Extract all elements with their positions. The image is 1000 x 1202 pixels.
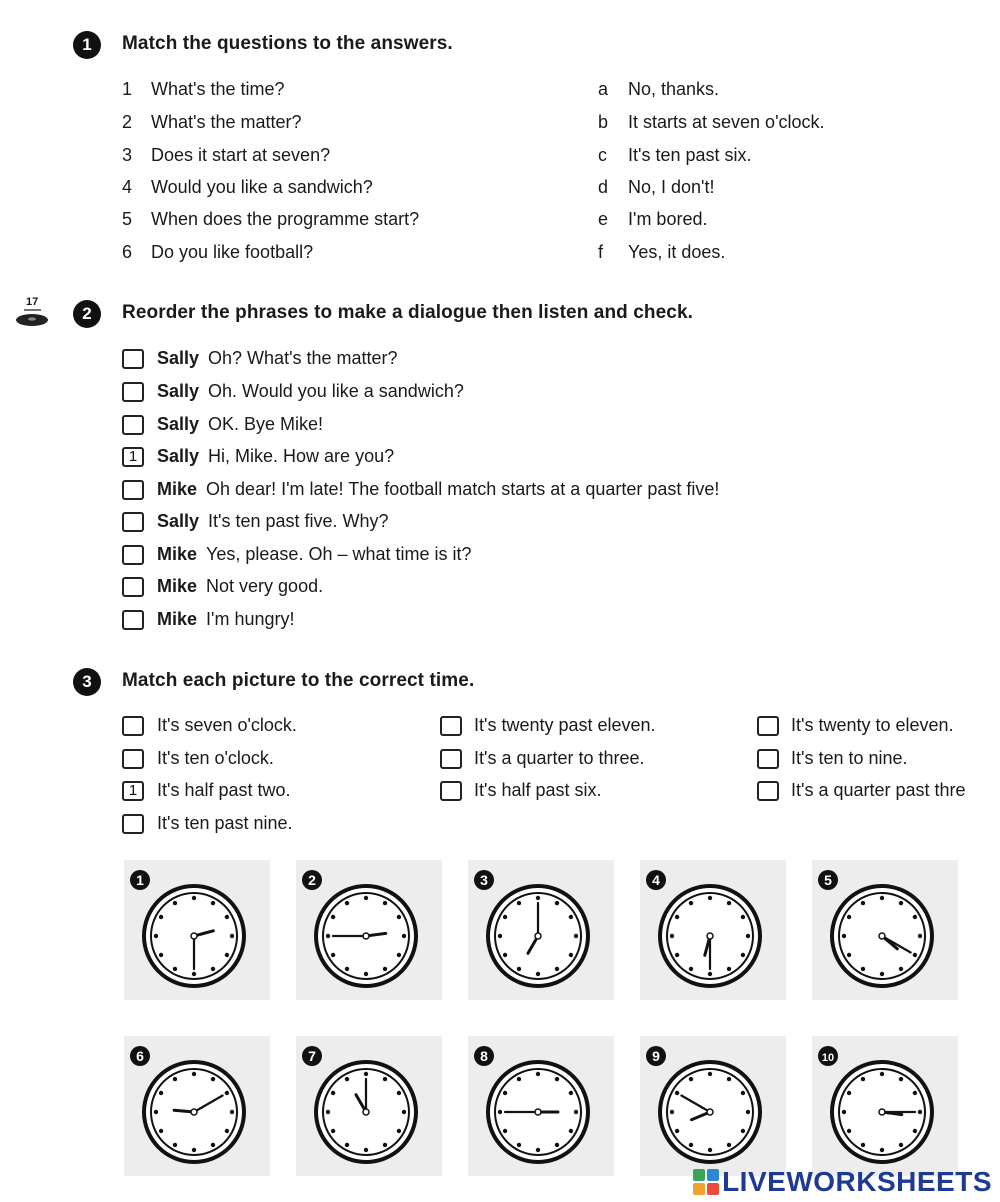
order-box[interactable] <box>122 382 144 402</box>
clock-tick <box>727 967 731 971</box>
dialogue-line <box>157 347 398 369</box>
clock-tick <box>861 901 865 905</box>
time-option: It's twenty to eleven. <box>791 715 954 735</box>
clock-tick <box>741 1129 745 1133</box>
question-text: Would you like a sandwich? <box>151 177 373 197</box>
clock-tick <box>331 953 335 957</box>
dialogue-line <box>157 445 394 467</box>
answer-letter: e <box>598 209 609 229</box>
clock-number: 7 <box>308 1048 316 1064</box>
clock-tick <box>555 967 559 971</box>
clock-tick <box>345 901 349 905</box>
clock-picture <box>640 860 786 1000</box>
clock-tick <box>331 1091 335 1095</box>
answer-box[interactable] <box>757 781 779 801</box>
clock-number: 1 <box>136 872 144 888</box>
clock-picture <box>640 1036 786 1176</box>
clock-tick <box>364 1072 368 1076</box>
time-option: It's half past six. <box>474 780 602 800</box>
section-2-title: Reorder the phrases to make a dialogue then listen and check. <box>122 302 693 323</box>
clock-tick <box>397 915 401 919</box>
clock-tick <box>517 1143 521 1147</box>
dialogue-line <box>157 413 323 435</box>
clock-tick <box>670 934 674 938</box>
clock-tick <box>192 972 196 976</box>
question-text: What's the time? <box>151 79 285 99</box>
answer-text: No, thanks. <box>628 79 720 99</box>
clock-tick <box>397 953 401 957</box>
clock-tick <box>899 901 903 905</box>
dialogue-text: Not very good. <box>206 576 324 596</box>
answer-box[interactable] <box>122 814 144 834</box>
time-option: It's seven o'clock. <box>157 715 297 735</box>
dialogue-text: Hi, Mike. How are you? <box>208 446 395 466</box>
section-3-number-badge: 3 <box>73 668 101 696</box>
clock-picture <box>296 1036 442 1176</box>
clock-tick <box>211 967 215 971</box>
clock-face <box>640 860 786 1000</box>
clock-tick <box>569 1091 573 1095</box>
answer-text: It starts at seven o'clock. <box>628 112 825 132</box>
dialogue-line <box>157 575 323 597</box>
clock-tick <box>159 953 163 957</box>
clock-tick <box>555 1077 559 1081</box>
clock-tick <box>383 1143 387 1147</box>
section-1-title: Match the questions to the answers. <box>122 33 453 54</box>
clock-tick <box>383 967 387 971</box>
clock-tick <box>173 901 177 905</box>
clock-tick <box>708 972 712 976</box>
clock-face <box>468 1036 614 1176</box>
clock-tick <box>159 1091 163 1095</box>
clock-tick <box>326 1110 330 1114</box>
answer-text: Yes, it does. <box>628 242 726 262</box>
question-text: Do you like football? <box>151 242 314 262</box>
clock-tick <box>727 901 731 905</box>
clock-tick <box>847 1129 851 1133</box>
clock-tick <box>880 896 884 900</box>
clock-tick <box>225 915 229 919</box>
clock-tick <box>402 934 406 938</box>
clock-tick <box>675 1091 679 1095</box>
question-number: 4 <box>122 177 133 197</box>
answer-letter: f <box>598 242 604 262</box>
speaker-name: Sally <box>157 381 200 401</box>
clock-tick <box>746 1110 750 1114</box>
clock-picture <box>812 1036 958 1176</box>
clock-tick <box>154 1110 158 1114</box>
question-number: 6 <box>122 242 133 262</box>
dialogue-line <box>157 608 295 630</box>
section-3-title: Match each picture to the correct time. <box>122 670 475 691</box>
question-number: 2 <box>122 112 133 132</box>
dialogue-text: Yes, please. Oh – what time is it? <box>206 544 472 564</box>
clock-tick <box>913 915 917 919</box>
time-option: It's ten to nine. <box>791 748 908 768</box>
clock-tick <box>741 953 745 957</box>
clock-picture <box>812 860 958 1000</box>
clock-tick <box>225 1129 229 1133</box>
clock-tick <box>689 901 693 905</box>
clock-number: 6 <box>136 1048 144 1064</box>
clock-tick <box>498 1110 502 1114</box>
time-option: It's a quarter to three. <box>474 748 645 768</box>
question-number: 3 <box>122 145 133 165</box>
clock-tick <box>880 1072 884 1076</box>
clock-face <box>812 1036 958 1176</box>
order-box[interactable] <box>122 610 144 630</box>
clock-number: 4 <box>652 872 660 888</box>
time-option: It's ten o'clock. <box>157 748 274 768</box>
answer-box[interactable] <box>757 716 779 736</box>
clock-number: 8 <box>480 1048 488 1064</box>
question-text: What's the matter? <box>151 112 302 132</box>
clock-tick <box>861 967 865 971</box>
clock-tick <box>913 1129 917 1133</box>
clock-tick <box>498 934 502 938</box>
clock-number: 2 <box>308 872 316 888</box>
clock-tick <box>727 1077 731 1081</box>
clock-tick <box>899 1143 903 1147</box>
clock-tick <box>569 915 573 919</box>
clock-tick <box>345 1077 349 1081</box>
speaker-name: Sally <box>157 511 200 531</box>
answer-box[interactable] <box>440 716 462 736</box>
clock-tick <box>503 953 507 957</box>
clock-tick <box>173 1143 177 1147</box>
dialogue-line <box>157 478 719 500</box>
clock-number: 5 <box>824 872 832 888</box>
clock-face <box>296 1036 442 1176</box>
dialogue-line <box>157 510 389 532</box>
clock-tick <box>154 934 158 938</box>
dialogue-line <box>157 380 464 402</box>
clock-tick <box>402 1110 406 1114</box>
clock-picture <box>124 1036 270 1176</box>
clock-tick <box>397 1091 401 1095</box>
answer-box[interactable] <box>757 749 779 769</box>
clock-face <box>124 1036 270 1176</box>
clock-tick <box>708 896 712 900</box>
order-box[interactable] <box>122 512 144 532</box>
question-text: Does it start at seven? <box>151 145 331 165</box>
clock-tick <box>536 1148 540 1152</box>
clock-tick <box>517 901 521 905</box>
clock-tick <box>536 896 540 900</box>
clock-tick <box>741 1091 745 1095</box>
time-option: It's half past two. <box>157 780 291 800</box>
answer-letter: b <box>598 112 609 132</box>
clock-tick <box>847 953 851 957</box>
clock-tick <box>675 1129 679 1133</box>
clock-tick <box>861 1143 865 1147</box>
clock-tick <box>555 901 559 905</box>
dialogue-text: Oh? What's the matter? <box>208 348 398 368</box>
clock-tick <box>173 967 177 971</box>
clock-tick <box>173 1077 177 1081</box>
answer-text: It's ten past six. <box>628 145 752 165</box>
clock-tick <box>899 967 903 971</box>
clock-number: 9 <box>652 1048 660 1064</box>
answer-box[interactable] <box>122 716 144 736</box>
speaker-name: Sally <box>157 446 200 466</box>
clock-tick <box>225 1091 229 1095</box>
clock-number: 3 <box>480 872 488 888</box>
clock-tick <box>397 1129 401 1133</box>
clock-tick <box>918 934 922 938</box>
clock-tick <box>192 1148 196 1152</box>
clock-face <box>468 860 614 1000</box>
clock-tick <box>675 953 679 957</box>
dialogue-line <box>157 543 472 565</box>
clock-tick <box>364 972 368 976</box>
answer-box[interactable]: 1 <box>122 781 144 801</box>
clock-tick <box>880 972 884 976</box>
clock-picture <box>124 860 270 1000</box>
speaker-name: Mike <box>157 576 198 596</box>
clock-tick <box>899 1077 903 1081</box>
clock-tick <box>503 1091 507 1095</box>
clock-tick <box>708 1148 712 1152</box>
dialogue-text: Oh dear! I'm late! The football match starts at a quarter past five! <box>206 479 720 499</box>
dialogue-text: I'm hungry! <box>206 609 295 629</box>
clock-tick <box>536 972 540 976</box>
clock-tick <box>230 934 234 938</box>
order-box[interactable] <box>122 480 144 500</box>
section-2-number-badge: 2 <box>73 300 101 328</box>
clock-tick <box>159 1129 163 1133</box>
clock-tick <box>574 934 578 938</box>
audio-track-icon[interactable] <box>14 296 50 329</box>
clock-picture <box>468 1036 614 1176</box>
clock-tick <box>517 1077 521 1081</box>
dialogue-text: OK. Bye Mike! <box>208 414 324 434</box>
clock-tick <box>569 953 573 957</box>
clock-tick <box>689 1077 693 1081</box>
clock-face <box>640 1036 786 1176</box>
clock-tick <box>842 1110 846 1114</box>
clock-tick <box>517 967 521 971</box>
dialogue-text: Oh. Would you like a sandwich? <box>208 381 464 401</box>
clock-tick <box>847 915 851 919</box>
time-option: It's twenty past eleven. <box>474 715 656 735</box>
speaker-name: Sally <box>157 414 200 434</box>
clock-tick <box>913 1091 917 1095</box>
answer-text: No, I don't! <box>628 177 715 197</box>
clock-tick <box>569 1129 573 1133</box>
clock-tick <box>675 915 679 919</box>
clock-tick <box>746 934 750 938</box>
clock-tick <box>331 1129 335 1133</box>
clock-tick <box>211 901 215 905</box>
clock-number: 10 <box>821 1052 835 1064</box>
track-number: 17 <box>26 296 39 308</box>
clock-tick <box>918 1110 922 1114</box>
answer-text: I'm bored. <box>628 209 708 229</box>
section-1-number-badge: 1 <box>73 31 101 59</box>
clock-picture <box>468 860 614 1000</box>
clock-picture <box>296 860 442 1000</box>
time-option: It's a quarter past thre <box>791 780 966 800</box>
clock-tick <box>555 1143 559 1147</box>
answer-letter: d <box>598 177 609 197</box>
answer-box[interactable] <box>122 749 144 769</box>
clock-tick <box>345 967 349 971</box>
order-box[interactable] <box>122 577 144 597</box>
clock-face <box>296 860 442 1000</box>
clock-tick <box>383 901 387 905</box>
clock-tick <box>364 1148 368 1152</box>
order-box[interactable]: 1 <box>122 447 144 467</box>
clock-tick <box>861 1077 865 1081</box>
question-number: 1 <box>122 79 133 99</box>
liveworksheets-icon <box>693 1169 719 1195</box>
clock-face <box>124 860 270 1000</box>
clock-tick <box>331 915 335 919</box>
clock-tick <box>689 967 693 971</box>
clock-tick <box>880 1148 884 1152</box>
clock-tick <box>326 934 330 938</box>
clock-tick <box>211 1143 215 1147</box>
clock-tick <box>503 915 507 919</box>
clock-tick <box>842 934 846 938</box>
clock-tick <box>230 1110 234 1114</box>
question-number: 5 <box>122 209 133 229</box>
dialogue-text: It's ten past five. Why? <box>208 511 389 531</box>
order-box[interactable] <box>122 349 144 369</box>
liveworksheets-logo <box>693 1166 992 1198</box>
answer-letter: a <box>598 79 609 99</box>
answer-box[interactable] <box>440 749 462 769</box>
clock-tick <box>192 1072 196 1076</box>
clock-tick <box>159 915 163 919</box>
clock-tick <box>536 1072 540 1076</box>
clock-tick <box>670 1110 674 1114</box>
clock-tick <box>192 896 196 900</box>
clock-tick <box>574 1110 578 1114</box>
clock-tick <box>913 953 917 957</box>
clock-tick <box>727 1143 731 1147</box>
order-box[interactable] <box>122 415 144 435</box>
answer-letter: c <box>598 145 607 165</box>
clock-tick <box>211 1077 215 1081</box>
time-option: It's ten past nine. <box>157 813 293 833</box>
clock-tick <box>741 915 745 919</box>
clock-tick <box>847 1091 851 1095</box>
clock-tick <box>689 1143 693 1147</box>
watermark-text: LIVEWORKSHEETS <box>722 1166 992 1197</box>
clock-tick <box>364 896 368 900</box>
clock-tick <box>383 1077 387 1081</box>
answer-box[interactable] <box>440 781 462 801</box>
speaker-name: Mike <box>157 479 198 499</box>
question-text: When does the programme start? <box>151 209 420 229</box>
clock-face <box>812 860 958 1000</box>
speaker-name: Sally <box>157 348 200 368</box>
speaker-name: Mike <box>157 544 198 564</box>
clock-tick <box>503 1129 507 1133</box>
clock-tick <box>708 1072 712 1076</box>
clock-tick <box>345 1143 349 1147</box>
clock-tick <box>225 953 229 957</box>
speaker-name: Mike <box>157 609 198 629</box>
order-box[interactable] <box>122 545 144 565</box>
